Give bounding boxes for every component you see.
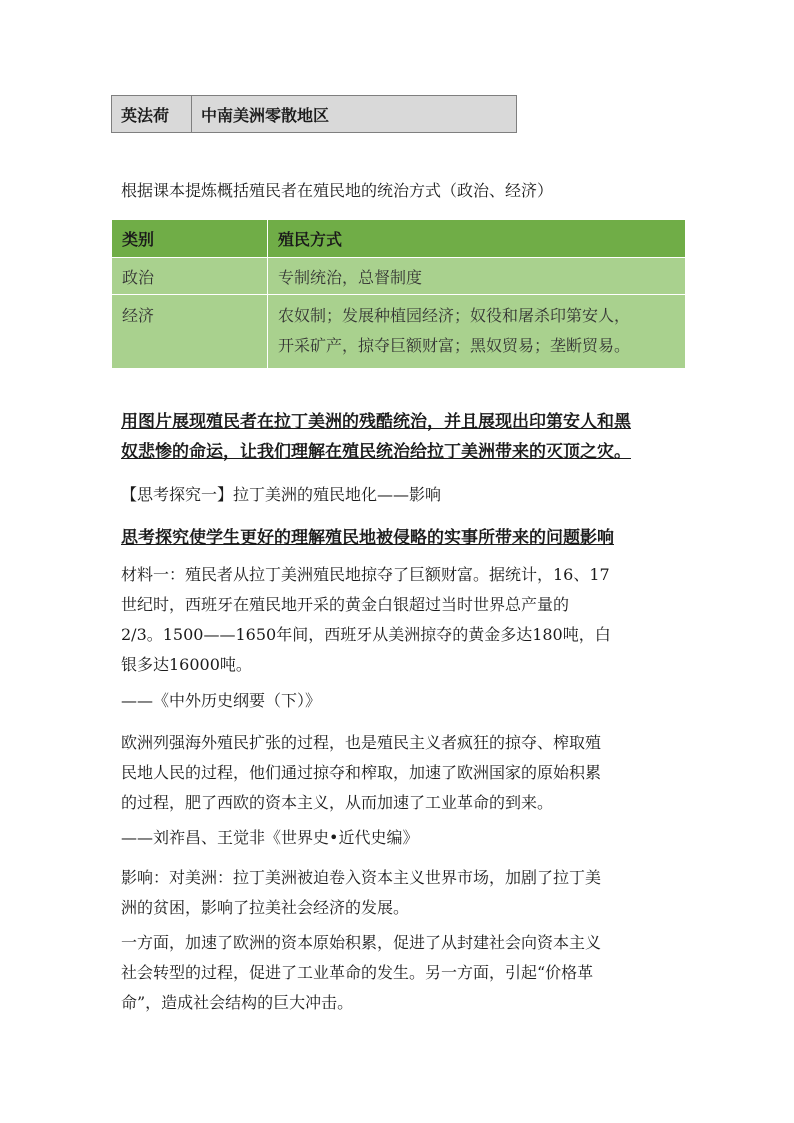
text-line: 用图片展现殖民者在拉丁美洲的残酷统治，并且展现出印第安人和黑 (121, 412, 631, 432)
method-line: 农奴制；发展种植园经济；奴役和屠杀印第安人， (278, 306, 631, 325)
material-one (121, 560, 611, 680)
header-method: 殖民方式 (268, 220, 686, 258)
rule-methods-table (111, 219, 686, 369)
row-method: 专制统治，总督制度 (268, 258, 686, 295)
impact-paragraph (121, 863, 601, 923)
text-line: 2/3。1500——1650年间，西班牙从美洲掠夺的黄金多达180吨，白 (121, 625, 611, 644)
paragraph-two (121, 728, 601, 818)
header-category: 类别 (112, 220, 268, 258)
text-line: 洲的贫困，影响了拉美社会经济的发展。 (121, 898, 410, 917)
bold-paragraph (121, 407, 631, 467)
section-title: 【思考探究一】拉丁美洲的殖民地化——影响 (121, 485, 442, 504)
text-line: 奴悲惨的命运，让我们理解在殖民统治给拉丁美洲带来的灭顶之灾。 (121, 442, 631, 462)
text-line: 欧洲列强海外殖民扩张的过程，也是殖民主义者疯狂的掠夺、榨取殖 (121, 733, 602, 752)
text-line: 世纪时，西班牙在殖民地开采的黄金白银超过当时世界总产量的 (121, 595, 570, 614)
row-category: 经济 (112, 295, 268, 369)
impact-paragraph-two (121, 928, 601, 1018)
source-two: ——刘祚昌、王觉非《世界史•近代史编》 (121, 828, 419, 847)
text-line: 命”，造成社会结构的巨大冲击。 (121, 993, 354, 1012)
colonizer-cell: 英法荷 (112, 96, 192, 133)
text-line: 材料一：殖民者从拉丁美洲殖民地掠夺了巨额财富。据统计，16、17 (121, 565, 610, 584)
row-method (268, 295, 686, 369)
text-line: 银多达16000吨。 (121, 655, 252, 674)
prompt-line: 根据课本提炼概括殖民者在殖民地的统治方式（政治、经济） (121, 181, 554, 200)
text-line: 的过程，肥了西欧的资本主义，从而加速了工业革命的到来。 (121, 793, 554, 812)
method-line: 开采矿产，掠夺巨额财富；黑奴贸易；垄断贸易。 (278, 336, 631, 355)
colony-region-table (111, 95, 517, 133)
bold-line: 思考探究使学生更好的理解殖民地被侵略的实事所带来的问题影响 (121, 528, 614, 548)
text-line: 社会转型的过程，促进了工业革命的发生。另一方面，引起“价格革 (121, 963, 594, 982)
source-one: ——《中外历史纲要（下）》 (121, 691, 322, 710)
region-cell: 中南美洲零散地区 (192, 96, 517, 133)
text-line: 民地人民的过程，他们通过掠夺和榨取，加速了欧洲国家的原始积累 (121, 763, 602, 782)
text-line: 影响：对美洲：拉丁美洲被迫卷入资本主义世界市场，加剧了拉丁美 (121, 868, 602, 887)
text-line: 一方面，加速了欧洲的资本原始积累，促进了从封建社会向资本主义 (121, 933, 602, 952)
row-category: 政治 (112, 258, 268, 295)
